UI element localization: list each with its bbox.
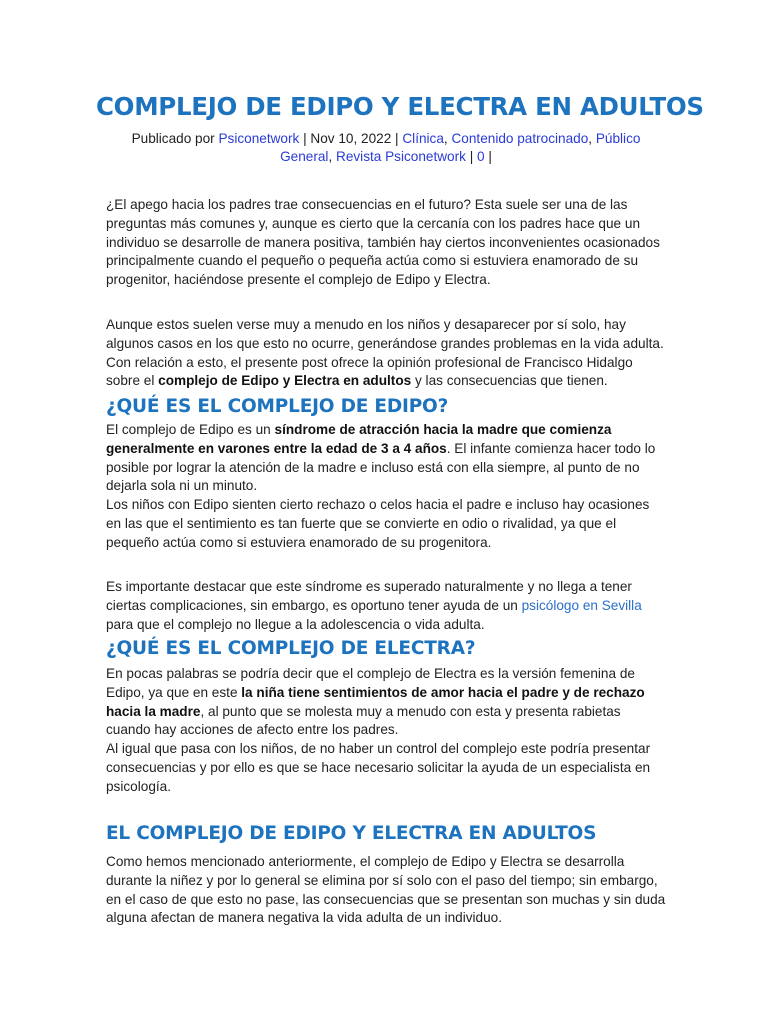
meta-separator: | — [465, 149, 478, 164]
electra-text-1b: , al punto que se molesta muy a menudo con esta y presenta rabietas cuando hay acciones de afecto entre los padres. — [106, 703, 621, 738]
intro-paragraph-2 — [106, 316, 666, 391]
heading-adultos: EL COMPLEJO DE EDIPO Y ELECTRA EN ADULTOS — [106, 823, 597, 844]
edipo-paragraphs — [106, 421, 666, 553]
meta-published-by: Publicado por — [131, 131, 219, 146]
edipo-text-2: Los niños con Edipo sienten cierto rechazo o celos hacia el padre e incluso hay ocasiones en las que el sentimiento es tan fuerte que se convierte en odio o rivalidad, ya que el pequeño actúa como si estuviera enamorado de su progenitora. — [106, 497, 650, 550]
section-heading-electra — [106, 638, 666, 659]
edipo-text-3a: Es importante destacar que este síndrome es superado naturalmente y no llega a tener ciertas complicaciones, sin embargo, es oportuno tener ayuda de un — [106, 579, 632, 613]
meta-comma: , — [443, 131, 452, 146]
edipo-text-1 — [106, 421, 666, 496]
intro-paragraph-1 — [106, 196, 666, 290]
electra-paragraphs — [106, 665, 666, 797]
electra-text-1-bold: la niña tiene sentimientos de amor hacia el padre y de rechazo hacia la madre — [106, 684, 645, 719]
section-heading-adultos — [106, 823, 666, 844]
meta-comma: , — [328, 149, 336, 164]
adultos-paragraph — [106, 853, 666, 928]
edipo-text-1b: . El infante comienza hacer todo lo posible por lograr la atención de la madre e incluso está con ella siempre, al punto de no dejarla sola ni un minuto. — [106, 440, 656, 494]
meta-comma: , — [588, 131, 596, 146]
meta-date: | Nov 10, 2022 | — [299, 131, 403, 146]
edipo-text-3 — [106, 578, 666, 634]
edipo-text-1a: El complejo de Edipo es un — [106, 422, 275, 437]
section-heading-edipo — [106, 396, 666, 417]
electra-text-1a: En pocas palabras se podría decir que el complejo de Electra es la versión femenina de Edipo, ya que en este — [106, 666, 635, 700]
comments-link[interactable]: 0 — [477, 149, 485, 164]
electra-text-1 — [106, 665, 666, 740]
category-link-clinica[interactable]: Clínica — [402, 131, 444, 146]
intro-text-2a: Aunque estos suelen verse muy a menudo en los niños y desaparecer por sí solo, hay algunos casos en los que esto no ocurre, generándose grandes problemas en la vida adulta. Con relación a esto, el presente post ofrece la opinión profesional de Francisco Hidalgo sobre el — [106, 317, 664, 389]
author-link[interactable]: Psiconetwork — [218, 131, 300, 146]
post-meta — [106, 130, 666, 166]
intro-text-2b: y las consecuencias que tienen. — [411, 373, 608, 389]
edipo-text-1-bold: síndrome de atracción hacia la madre que comienza generalmente en varones entre la edad de 3 a 4 años — [106, 422, 612, 456]
electra-text-2: Al igual que pasa con los niños, de no haber un control del complejo este podría presentar consecuencias y por ello es que se hace necesario solicitar la ayuda de un especialista en psicología. — [106, 741, 651, 794]
category-link-publico[interactable]: Público — [595, 131, 641, 146]
intro-text-1: ¿El apego hacia los padres trae consecuencias en el futuro? Esta suele ser una de las preguntas más comunes y, aunque es cierto que la cercanía con los padres hace que un individuo se desarrolle de manera positiva, también hay ciertos inconvenientes ocasionados principalmente cuando el pequeño o pequeña actúa como si estuviera enamorado de su progenitor, haciéndose presente el complejo de Edipo y Electra. — [106, 197, 660, 288]
article-title: COMPLEJO DE EDIPO Y ELECTRA EN ADULTOS — [96, 92, 704, 121]
category-link-contenido-patrocinado[interactable]: Contenido patrocinado — [451, 131, 589, 146]
intro-text-2-bold: complejo de Edipo y Electra en adultos — [158, 373, 412, 389]
heading-electra: ¿QUÉ ES EL COMPLEJO DE ELECTRA? — [106, 638, 476, 659]
meta-separator: | — [484, 149, 492, 164]
edipo-text-3b: para que el complejo no llegue a la adolescencia o vida adulta. — [106, 616, 485, 632]
psicologo-sevilla-link[interactable]: psicólogo en Sevilla — [521, 597, 642, 613]
heading-edipo: ¿QUÉ ES EL COMPLEJO DE EDIPO? — [106, 396, 449, 417]
category-link-general[interactable]: General — [280, 149, 329, 164]
intro-text-2 — [106, 316, 666, 391]
category-link-revista[interactable]: Revista Psiconetwork — [336, 149, 466, 164]
adultos-text-1: Como hemos mencionado anteriormente, el complejo de Edipo y Electra se desarrolla durante la niñez y por lo general se elimina por sí solo con el paso del tiempo; sin embargo, en el caso de que esto no pase, las consecuencias que se presentan son muchas y sin duda alguna afectan de manera negativa la vida adulta de un individuo. — [106, 854, 666, 926]
edipo-paragraph-3 — [106, 578, 666, 634]
